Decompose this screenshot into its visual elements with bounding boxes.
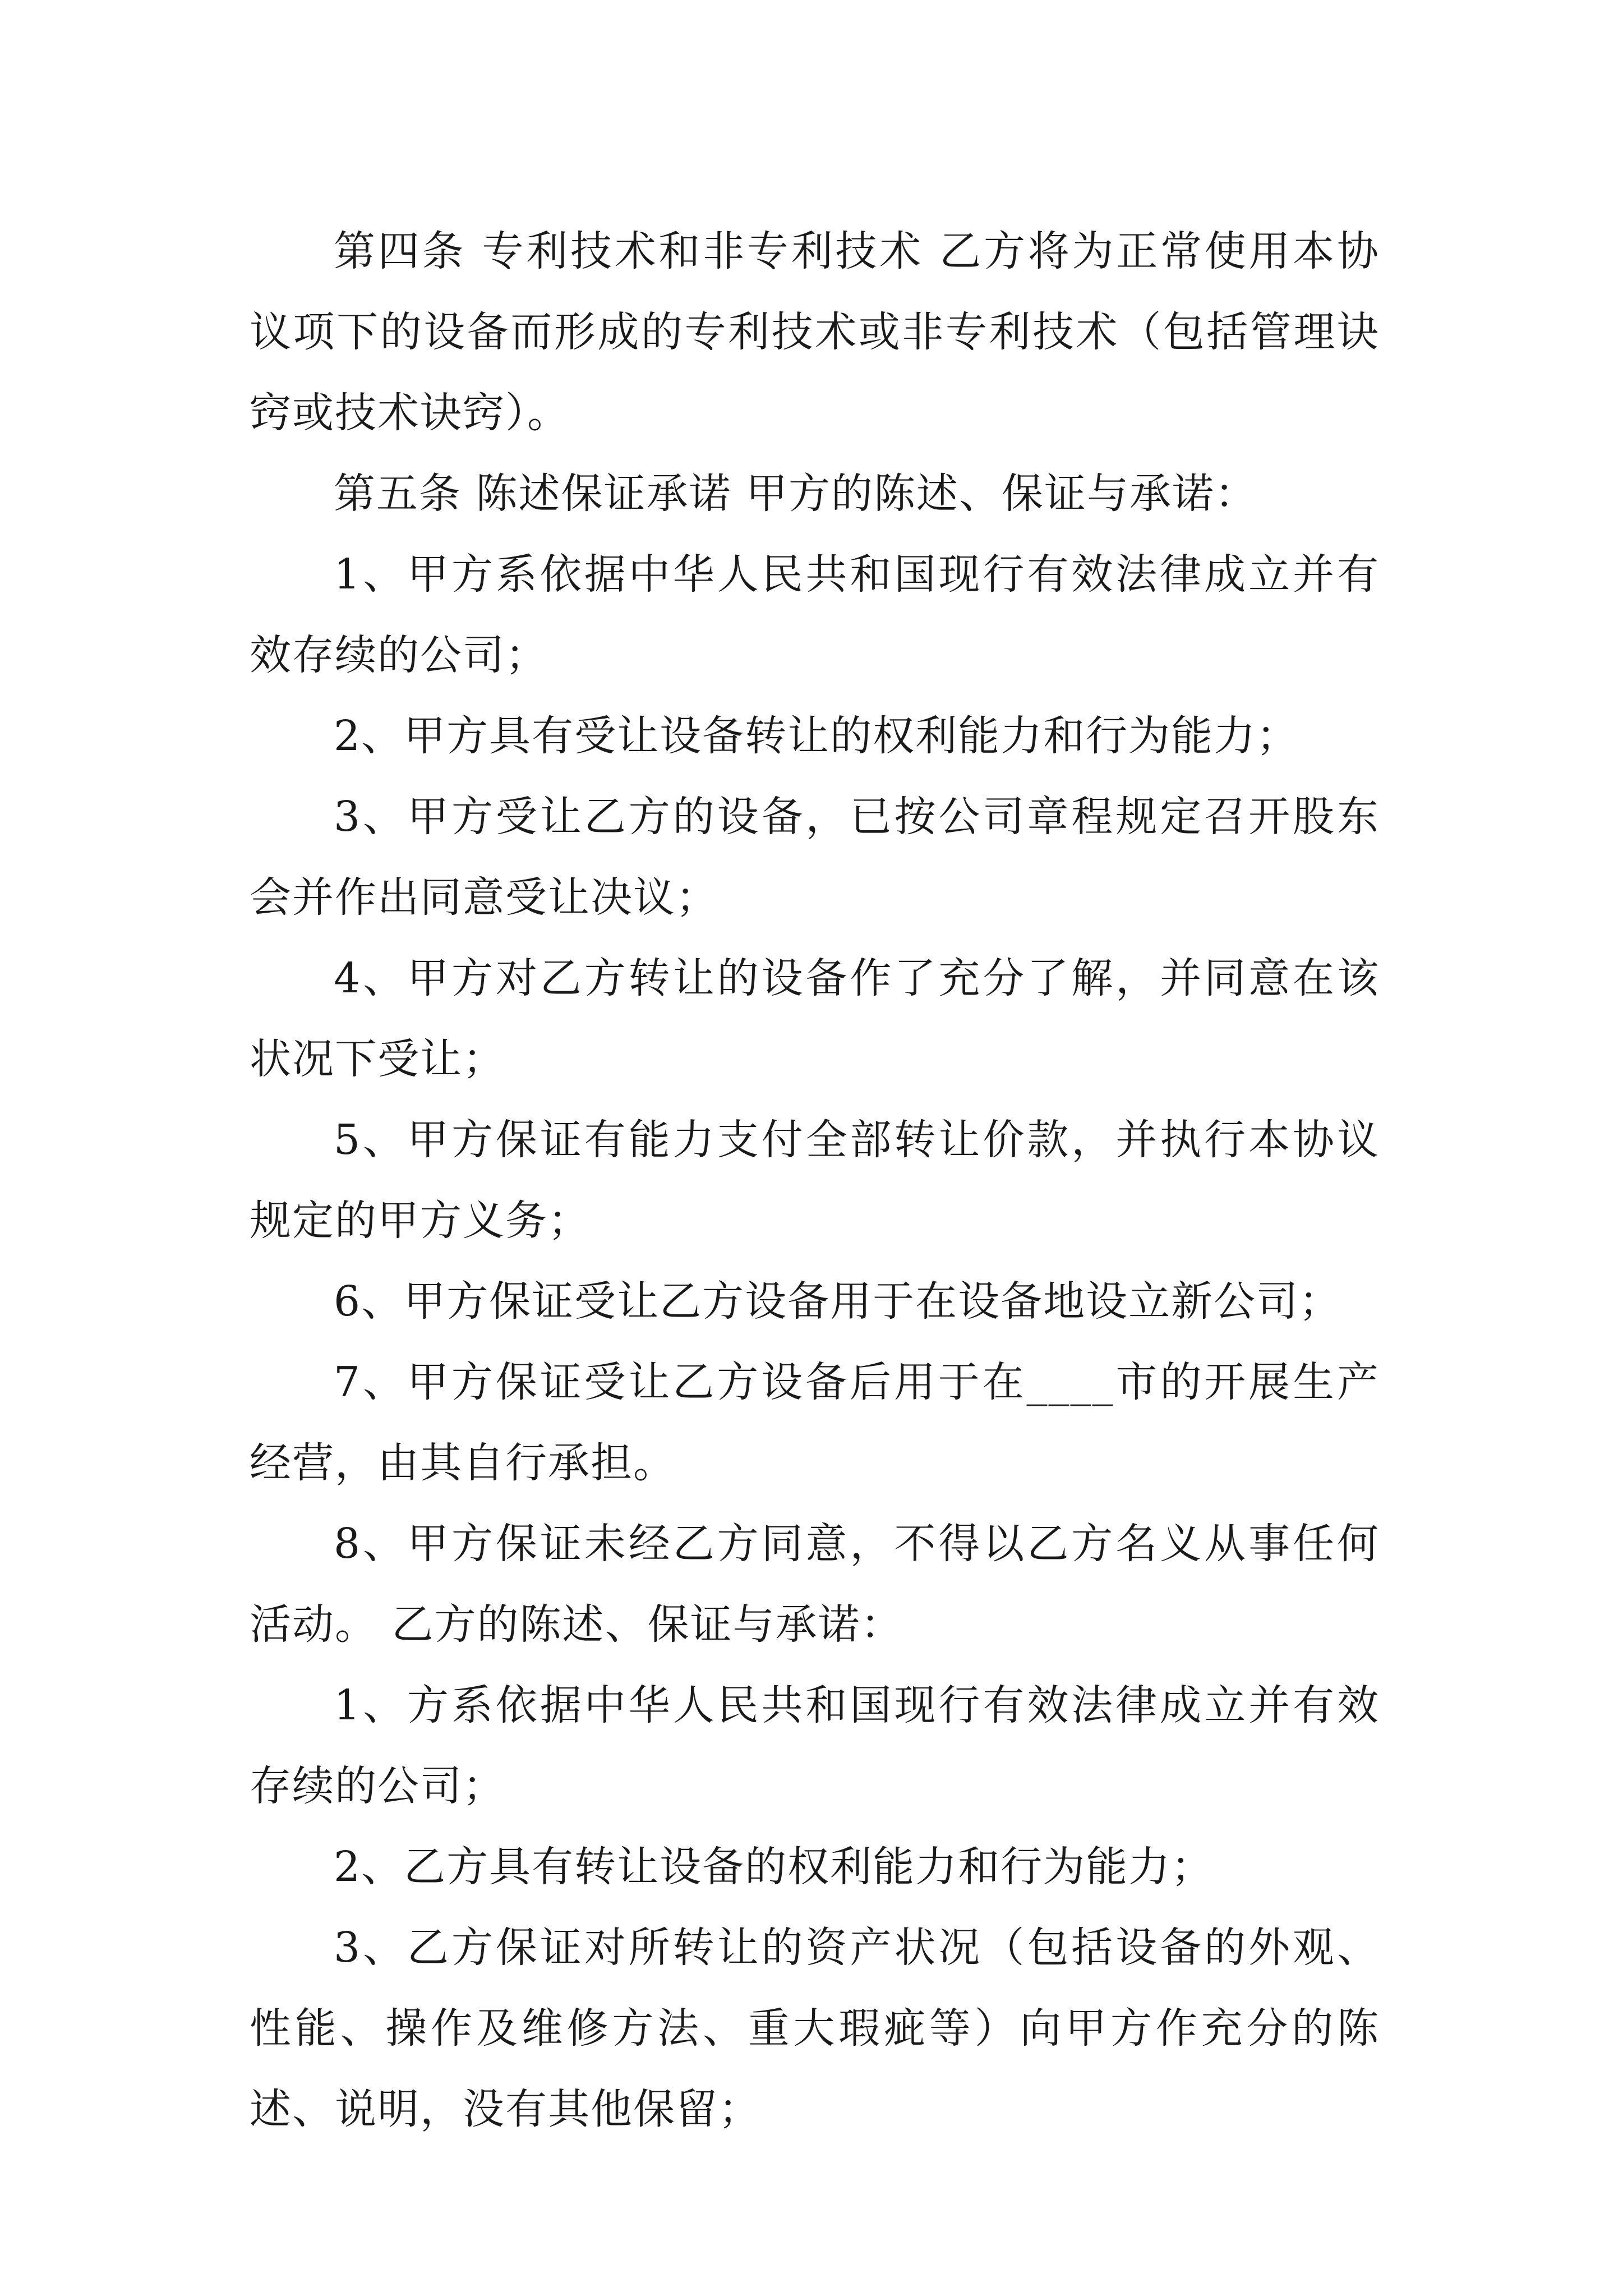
- paragraph-article-5: 第五条 陈述保证承诺 甲方的陈述、保证与承诺：: [334, 470, 1258, 518]
- paragraph-party-a-item-7: 7、甲方保证受让乙方设备后用于在____市的开展生产经营，由其自行承担。: [250, 1358, 1380, 1487]
- paragraph-party-a-item-3: 3、甲方受让乙方的设备，已按公司章程规定召开股东会并作出同意受让决议；: [250, 793, 1380, 922]
- paragraph-party-a-item-1: 1、甲方系依据中华人民共和国现行有效法律成立并有效存续的公司；: [250, 550, 1380, 679]
- paragraph-party-a-item-5: 5、甲方保证有能力支付全部转让价款，并执行本协议规定的甲方义务；: [250, 1116, 1380, 1245]
- paragraph-party-a-item-6: 6、甲方保证受让乙方设备用于在设备地设立新公司；: [334, 1277, 1342, 1326]
- paragraph-party-b-item-3: 3、乙方保证对所转让的资产状况（包括设备的外观、性能、操作及维修方法、重大瑕疵等）向甲方作充分的陈述、说明，没有其他保留；: [250, 1924, 1380, 2133]
- paragraph-party-b-item-2: 2、乙方具有转让设备的权利能力和行为能力；: [334, 1843, 1214, 1891]
- document-body: [250, 211, 1380, 2150]
- paragraph-party-b-item-1: 1、方系依据中华人民共和国现行有效法律成立并有效存续的公司；: [250, 1681, 1380, 1810]
- paragraph-party-a-item-2: 2、甲方具有受让设备转让的权利能力和行为能力；: [334, 712, 1299, 760]
- paragraph-party-a-item-8: 8、甲方保证未经乙方同意，不得以乙方名义从事任何活动。 乙方的陈述、保证与承诺：: [250, 1520, 1380, 1649]
- paragraph-article-4: 第四条 专利技术和非专利技术 乙方将为正常使用本协议项下的设备而形成的专利技术或非专利技术（包括管理诀窍或技术诀窍）。: [250, 227, 1380, 437]
- paragraph-party-a-item-4: 4、甲方对乙方转让的设备作了充分了解，并同意在该状况下受让；: [250, 954, 1380, 1083]
